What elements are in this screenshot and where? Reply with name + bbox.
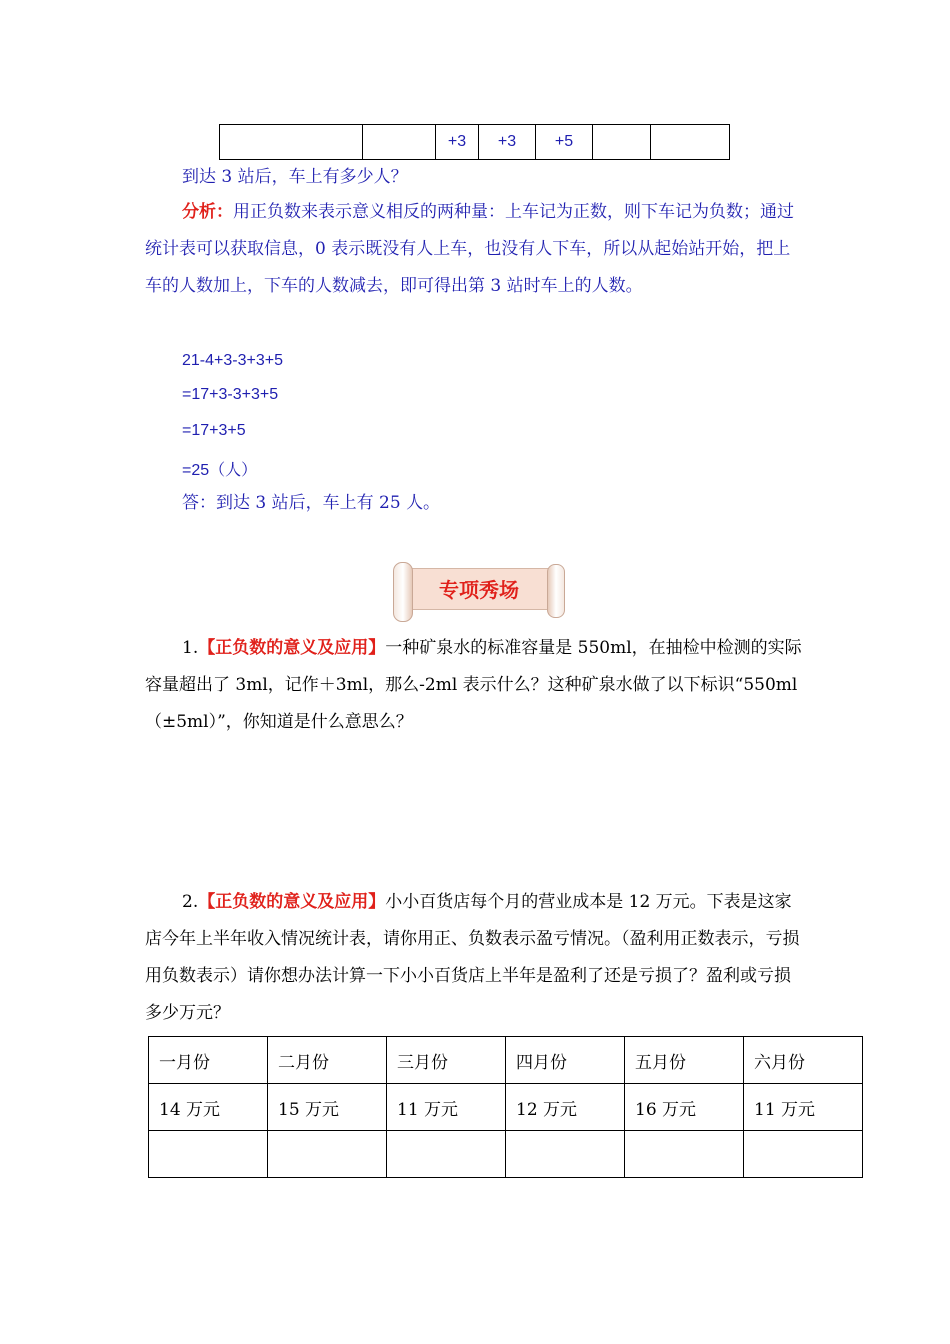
month-header: 五月份 — [625, 1037, 744, 1084]
passenger-table — [219, 124, 730, 160]
table-cell: +3 — [436, 125, 479, 160]
month-header: 六月份 — [744, 1037, 863, 1084]
income-cell: 16 万元 — [625, 1084, 744, 1131]
income-cell: 14 万元 — [149, 1084, 268, 1131]
problem-2-text: 小小百货店每个月的营业成本是 12 万元。下表是这家店今年上半年收入情况统计表，请你用正、负数表示盈亏情况。（盈利用正数表示，亏损用负数表示）请你想办法计算一下小小百货店上半年是盈利了还是亏损了？盈利或亏损多少万元？ — [145, 892, 800, 1023]
problem-1-number: 1. — [182, 638, 199, 658]
blank-cell — [744, 1131, 863, 1178]
blank-cell — [625, 1131, 744, 1178]
scroll-roll-left-icon — [393, 562, 413, 622]
income-cell: 15 万元 — [268, 1084, 387, 1131]
income-cell: 11 万元 — [744, 1084, 863, 1131]
calc-line-3: =17+3+5 — [182, 422, 246, 439]
problem-1-text: 一种矿泉水的标准容量是 550ml，在抽检中检测的实际容量超出了 3ml，记作＋3ml，那么-2ml 表示什么？这种矿泉水做了以下标识“550ml（±5ml）”，你知道是什么意思么？ — [145, 638, 802, 732]
table-cell — [220, 125, 363, 160]
calc-line-4: =25（人） — [182, 462, 258, 479]
table-cell — [593, 125, 651, 160]
question-line: 到达 3 站后，车上有多少人？ — [182, 167, 408, 187]
table-row — [149, 1131, 863, 1178]
blank-cell — [149, 1131, 268, 1178]
month-header: 一月份 — [149, 1037, 268, 1084]
analysis-label: 分析： — [182, 202, 233, 222]
table-row — [149, 1037, 863, 1084]
blank-cell — [506, 1131, 625, 1178]
problem-2-number: 2. — [182, 892, 199, 912]
problem-1-tag: 【正负数的意义及应用】 — [198, 638, 386, 658]
answer-line: 答：到达 3 站后，车上有 25 人。 — [182, 493, 441, 513]
month-header: 三月份 — [387, 1037, 506, 1084]
analysis-text: 用正负数来表示意义相反的两种量：上车记为正数，则下车记为负数；通过统计表可以获取信息，0 表示既没有人上车，也没有人下车，所以从起始站开始，把上车的人数加上，下车的人数减去，即可得出第 3 站时车上的人数。 — [145, 202, 794, 296]
income-table — [148, 1036, 863, 1178]
table-cell — [363, 125, 436, 160]
analysis-paragraph — [145, 194, 805, 305]
table-row — [149, 1084, 863, 1131]
table-cell — [651, 125, 730, 160]
scroll-roll-right-icon — [547, 564, 565, 618]
calc-line-1: 21-4+3-3+3+5 — [182, 352, 283, 369]
income-cell: 12 万元 — [506, 1084, 625, 1131]
table-cell: +5 — [536, 125, 593, 160]
income-cell: 11 万元 — [387, 1084, 506, 1131]
blank-cell — [387, 1131, 506, 1178]
problem-1 — [145, 630, 805, 741]
problem-2 — [145, 884, 805, 1032]
month-header: 二月份 — [268, 1037, 387, 1084]
month-header: 四月份 — [506, 1037, 625, 1084]
banner-title: 专项秀场 — [439, 578, 519, 602]
table-row — [220, 125, 730, 160]
table-cell: +3 — [479, 125, 536, 160]
blank-cell — [268, 1131, 387, 1178]
calc-line-2: =17+3-3+3+5 — [182, 386, 279, 403]
section-banner — [393, 562, 565, 622]
problem-2-tag: 【正负数的意义及应用】 — [198, 892, 386, 912]
